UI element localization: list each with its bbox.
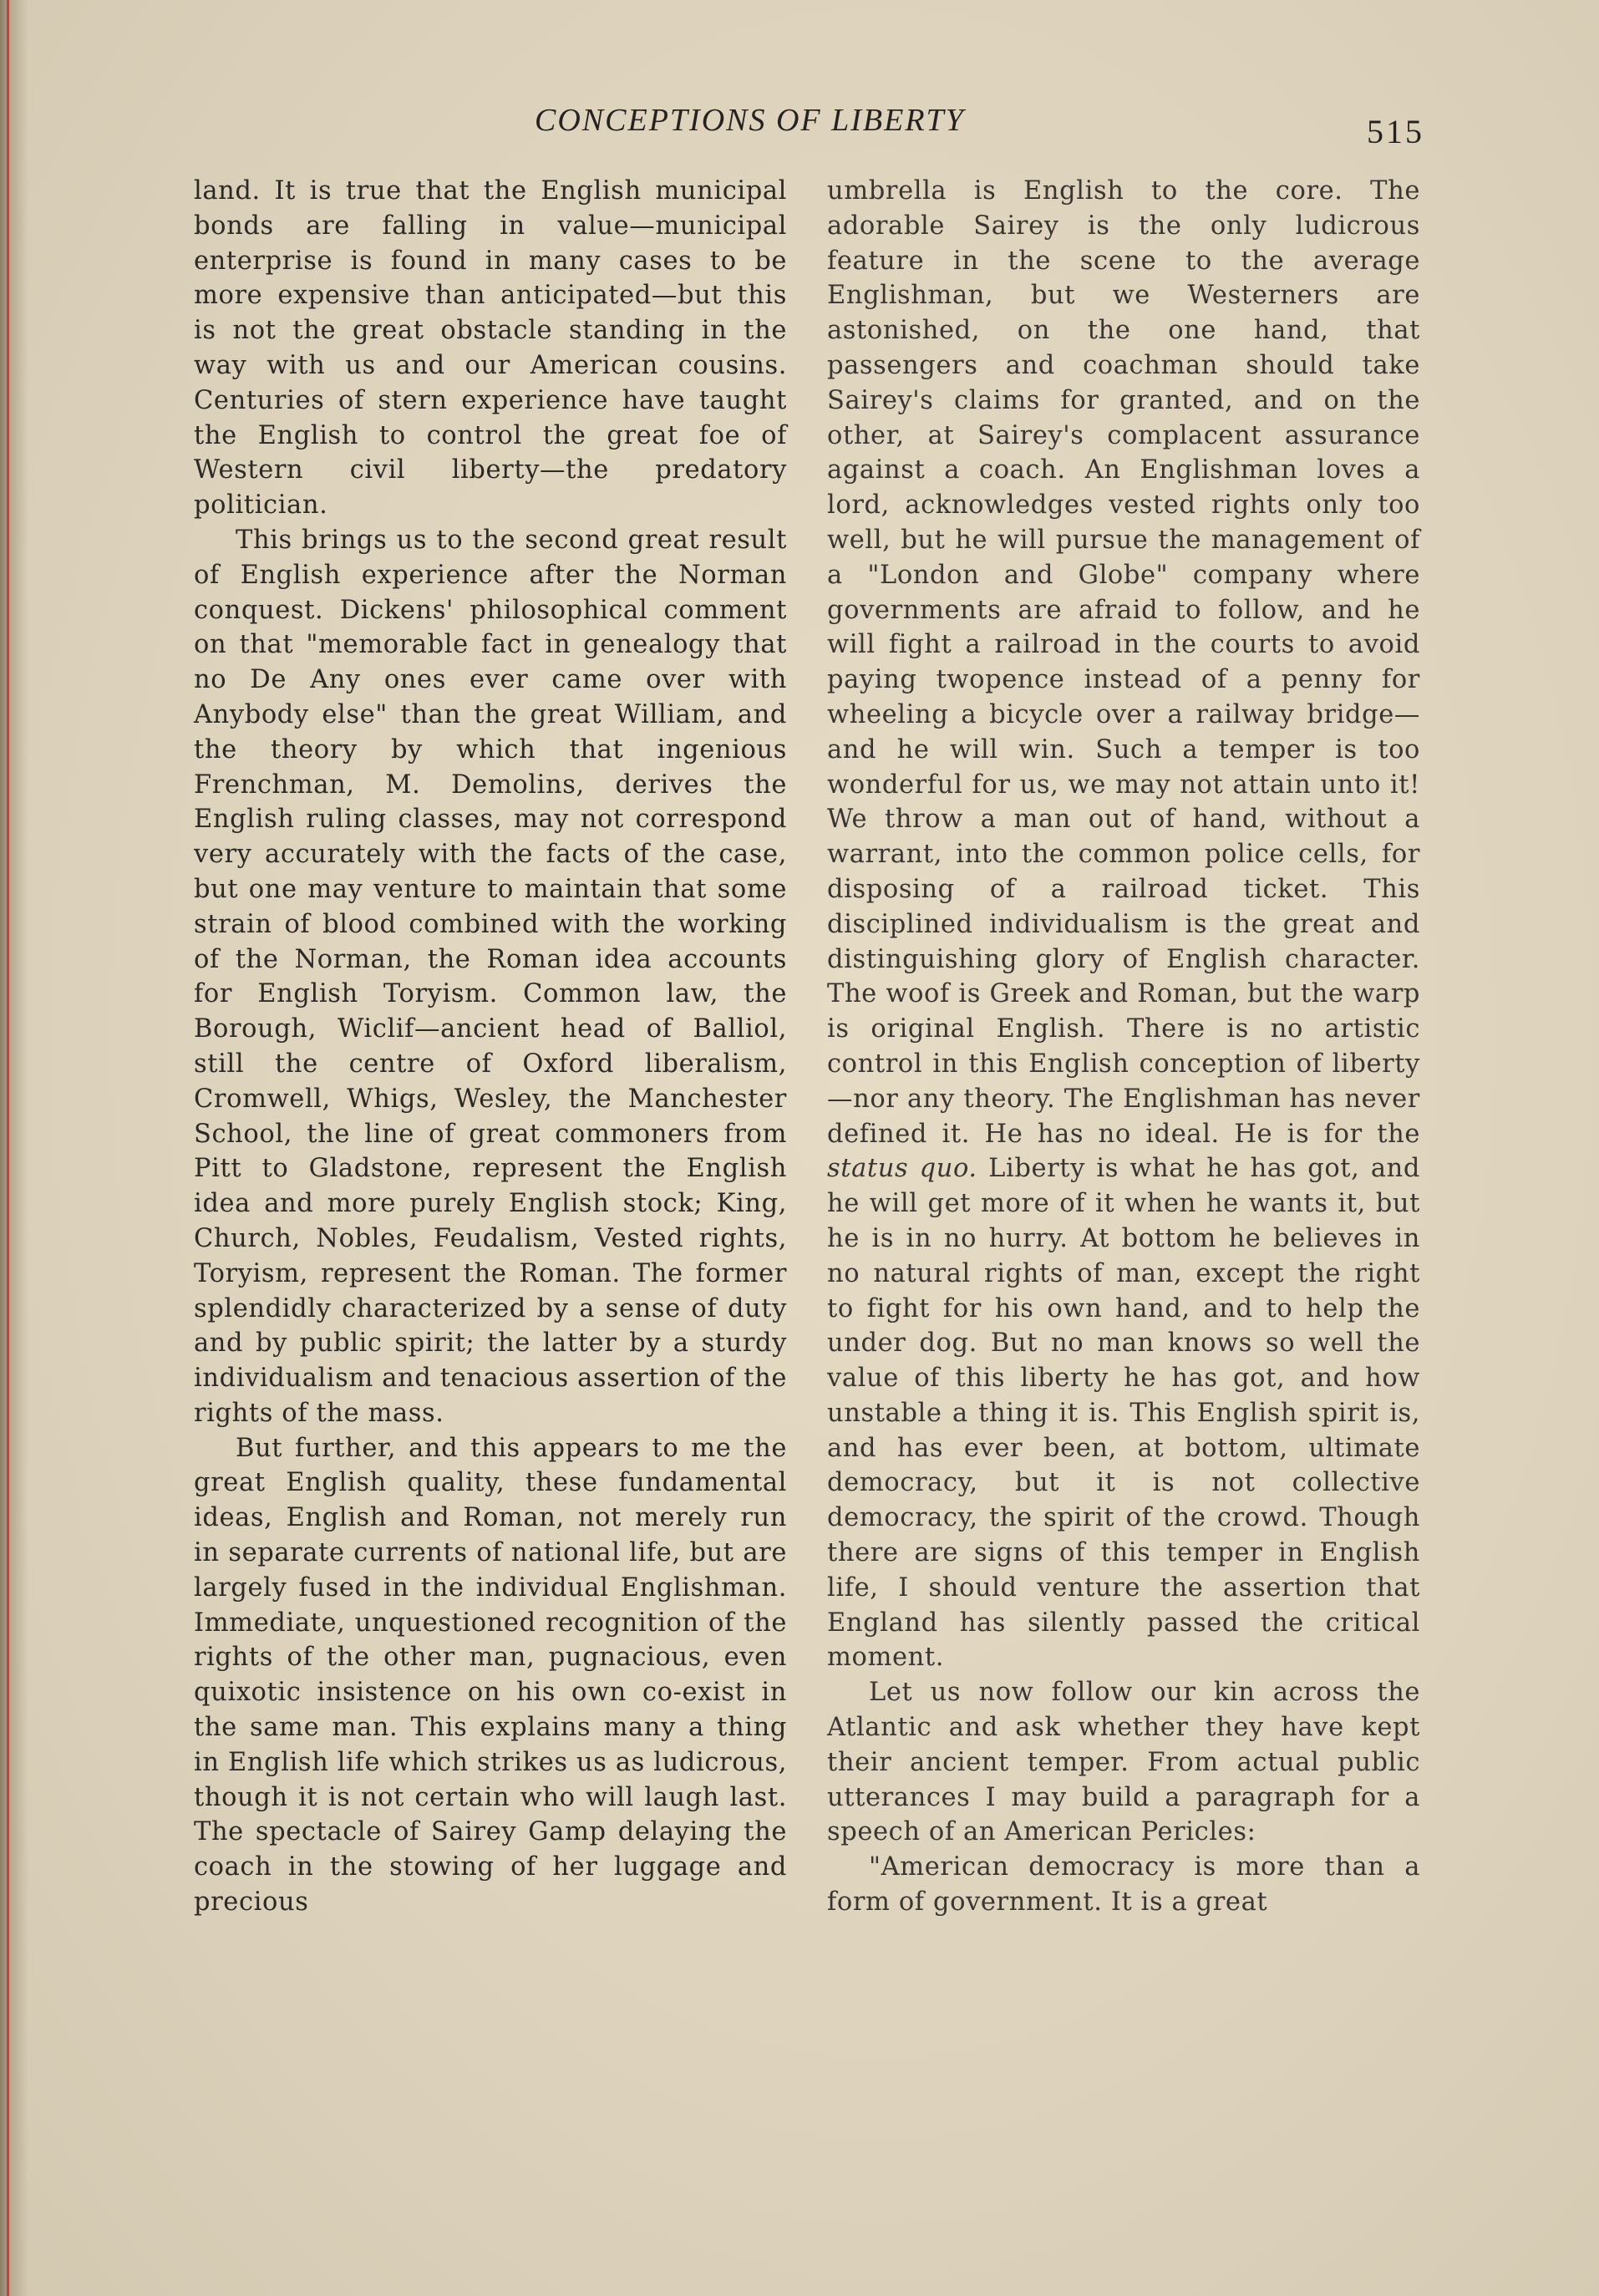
paragraph: land. It is true that the English municipal bonds are falling in value—municipal enterprise is found in many cases to be more expensive than anticipated—but this is not the great obstacle standing in the way with us and our American cousins. Centuries of stern experience have taught the English to control the great foe of Western civil liberty—the predatory politician. <box>194 176 787 521</box>
paragraph <box>827 174 1420 1675</box>
binding-thread <box>7 0 9 2296</box>
page-number: 515 <box>1367 113 1424 150</box>
italic-phrase: status quo. <box>827 1154 977 1184</box>
paragraph: This brings us to the second great result of English experience after the Norman conquest. Dickens' philosophical comment on that "memorable fact in genealogy that no De Any ones ever came over with Anybody else" than the great William, and the theory by which that ingenious Frenchman, M. Demolins, derives the English ruling classes, may not correspond very accurately with the facts of the case, but one may venture to maintain that some strain of blood combined with the working of the Norman, the Roman idea accounts for English Toryism. Common law, the Borough, Wiclif—ancient head of Balliol, still the centre of Oxford liberalism, Cromwell, Whigs, Wesley, the Manchester School, the line of great commoners from Pitt to Gladstone, represent the English idea and more purely English stock; King, Church, Nobles, Feudalism, Vested rights, Toryism, represent the Roman. The former splendidly characterized by a sense of duty and by public spirit; the latter by a sturdy individualism and tenacious assertion of the rights of the mass. <box>194 525 787 1428</box>
left-column <box>194 174 787 1920</box>
paragraph: But further, and this appears to me the great English quality, these fundamental ideas, English and Roman, not merely run in separate currents of national life, but are largely fused in the individual Englishman. Immediate, unquestioned recognition of the rights of the other man, pugnacious, even quixotic insistence on his own co-exist in the same man. This explains many a thing in English life which strikes us as ludicrous, though it is not certain who will laugh last. The spectacle of Sairey Gamp delaying the coach in the stowing of her luggage and precious <box>194 1433 787 1918</box>
text-run: Liberty is what he has got, and he will get more of it when he wants it, but he is in no hurry. At bottom he believes in no natural rights of man, except the right to fight for his own hand, and to help the under dog. But no man knows so well the value of this liberty he has got, and how unstable a thing it is. This English spirit is, and has ever been, at bottom, ultimate democracy, but it is not collective democracy, the spirit of the crowd. Though there are signs of this temper in English life, I should venture the assertion that England has silently passed the critical moment. <box>827 1154 1420 1673</box>
right-column <box>827 174 1420 1920</box>
paragraph: "American democracy is more than a form of government. It is a great <box>827 1852 1420 1918</box>
paragraph: Let us now follow our kin across the Atlantic and ask whether they have kept their ancient temper. From actual public utterances I may build a paragraph for a speech of an American Pericles: <box>827 1678 1420 1847</box>
running-title: CONCEPTIONS OF LIBERTY <box>535 103 965 138</box>
text-run: umbrella is English to the core. The adorable Sairey is the only ludicrous feature in the scene to the average Englishman, but we Westerners are astonished, on the one hand, that passengers and coachman should take Sairey's claims for granted, and on the other, at Sairey's complacent assurance against a coach. An Englishman loves a lord, acknowledges vested rights only too well, but he will pursue the management of a "London and Globe" company where governments are afraid to follow, and he will fight a railroad in the courts to avoid paying twopence instead of a penny for wheeling a bicycle over a railway bridge—and he will win. Such a temper is too wonderful for us, we may not attain unto it! We throw a man out of hand, without a warrant, into the common police cells, for disposing of a railroad ticket. This disciplined individualism is the great and distinguishing glory of English character. The woof is Greek and Roman, but the warp is original English. There is no artistic control in this English conception of liberty—nor any theory. The Englishman has never defined it. He has no ideal. He is for the <box>827 176 1420 1149</box>
binding-gutter <box>0 0 28 2296</box>
